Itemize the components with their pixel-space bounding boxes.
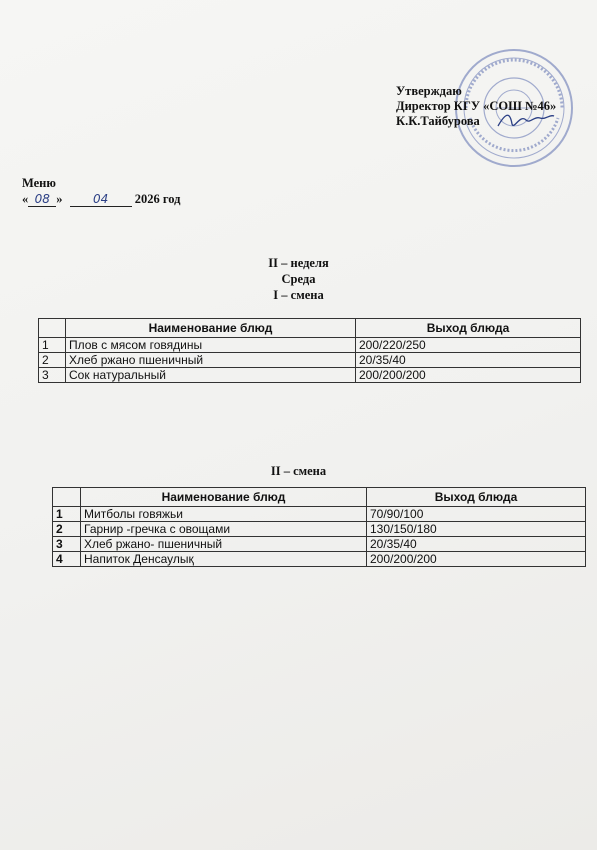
approval-line-2: Директор КГУ «СОШ №46»	[396, 99, 557, 113]
table-row: 2 Хлеб ржано пшеничный 20/35/40	[39, 353, 581, 368]
dish-name: Напиток Денсаулық	[81, 552, 367, 567]
dish-name: Хлеб ржано пшеничный	[66, 353, 356, 368]
dish-name: Сок натуральный	[66, 368, 356, 383]
header-num	[53, 488, 81, 507]
table-row: 4 Напиток Денсаулық 200/200/200	[53, 552, 586, 567]
table-row: 1 Плов с мясом говядины 200/220/250	[39, 338, 581, 353]
day-value: 08	[34, 192, 50, 206]
table-row: 2 Гарнир -гречка с овощами 130/150/180	[53, 522, 586, 537]
dish-name: Митболы говяжьи	[81, 507, 367, 522]
table-row: 3 Хлеб ржано- пшеничный 20/35/40	[53, 537, 586, 552]
dish-output: 200/200/200	[367, 552, 586, 567]
shift1-title: I – смена	[273, 288, 324, 302]
shift1-table	[38, 318, 581, 383]
dish-output: 200/220/250	[356, 338, 581, 353]
approval-line-1: Утверждаю	[396, 84, 462, 98]
shift2-table	[52, 487, 586, 567]
dish-output: 20/35/40	[367, 537, 586, 552]
week-title: II – неделя	[268, 256, 329, 270]
header-dish: Наименование блюд	[66, 319, 356, 338]
approval-line-3: К.К.Тайбурова	[396, 114, 480, 128]
dish-name: Хлеб ржано- пшеничный	[81, 537, 367, 552]
table-header-row	[39, 319, 581, 338]
dish-name: Плов с мясом говядины	[66, 338, 356, 353]
dish-output: 70/90/100	[367, 507, 586, 522]
dish-name: Гарнир -гречка с овощами	[81, 522, 367, 537]
header-output: Выход блюда	[367, 488, 586, 507]
menu-date	[22, 192, 180, 207]
table-header-row	[53, 488, 586, 507]
month-field	[70, 193, 132, 207]
table-row: 3 Сок натуральный 200/200/200	[39, 368, 581, 383]
dish-output: 200/200/200	[356, 368, 581, 383]
dish-output: 20/35/40	[356, 353, 581, 368]
month-value: 04	[92, 192, 109, 206]
day-field	[28, 193, 56, 207]
quote-close: »	[56, 192, 63, 206]
dish-output: 130/150/180	[367, 522, 586, 537]
menu-title: Меню	[22, 176, 56, 190]
approval-block	[396, 84, 556, 129]
shift2-title: II – смена	[270, 464, 327, 478]
table-row: 1 Митболы говяжьи 70/90/100	[53, 507, 586, 522]
header-dish: Наименование блюд	[81, 488, 367, 507]
weekday-title: Среда	[281, 272, 316, 286]
year-value: 2026 год	[134, 192, 181, 206]
header-num	[39, 319, 66, 338]
header-output: Выход блюда	[356, 319, 581, 338]
quote-open: «	[22, 192, 29, 206]
